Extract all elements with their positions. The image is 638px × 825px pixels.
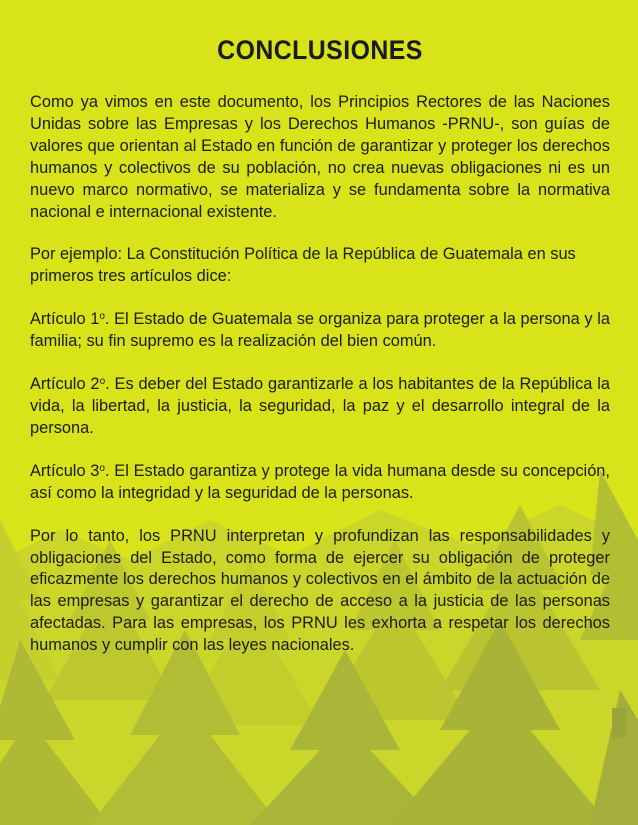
closing-paragraph: Por lo tanto, los PRNU interpretan y profundizan las responsabilidades y obligaciones del Estado, como forma de ejercer su obligación de proteger eficazmente los derechos humanos y colectivos en el ámbito de la actuación de las empresas y garantizar el derecho de acceso a la justicia de las personas afectadas. Para las empresas, los PRNU les exhorta a respetar los derechos humanos y cumplir con las leyes nacionales. (30, 526, 610, 655)
article-3-label: Artículo 3 (30, 461, 100, 480)
article-2-text: . Es deber del Estado garantizarle a los habitantes de la República la vida, la libertad, la justicia, la seguridad, la paz y el desarrollo integral de la persona. (30, 375, 610, 437)
article-3-text: . El Estado garantiza y protege la vida humana desde su concepción, así como la integridad y la seguridad de la personas. (30, 461, 610, 502)
article-1-text: . El Estado de Guatemala se organiza para proteger a la persona y la familia; su fin supremo es la realización del bien común. (30, 310, 610, 351)
tree-trunk (612, 708, 626, 738)
article-3-paragraph (30, 461, 610, 505)
article-1-paragraph (30, 309, 610, 353)
document-page (30, 28, 610, 678)
article-2-paragraph (30, 374, 610, 440)
example-paragraph: Por ejemplo: La Constitución Política de la República de Guatemala en sus primeros tres artículos dice: (30, 245, 576, 286)
intro-paragraph: Como ya vimos en este documento, los Principios Rectores de las Naciones Unidas sobre las Empresas y los Derechos Humanos -PRNU-, son guías de valores que orientan al Estado en función de garantizar y proteger los derechos humanos y colectivos de su población, no crea nuevas obligaciones ni es un nuevo marco normativo, se materializa y se fundamenta sobre la normativa nacional e internacional existente. (30, 93, 610, 221)
article-2-label: Artículo 2 (30, 375, 100, 394)
article-1-label: Artículo 1 (30, 310, 100, 329)
ordinal-sup: o (99, 462, 105, 474)
ordinal-sup: o (99, 376, 106, 388)
ordinal-sup: o (99, 311, 105, 323)
page-title: CONCLUSIONES (217, 35, 423, 65)
